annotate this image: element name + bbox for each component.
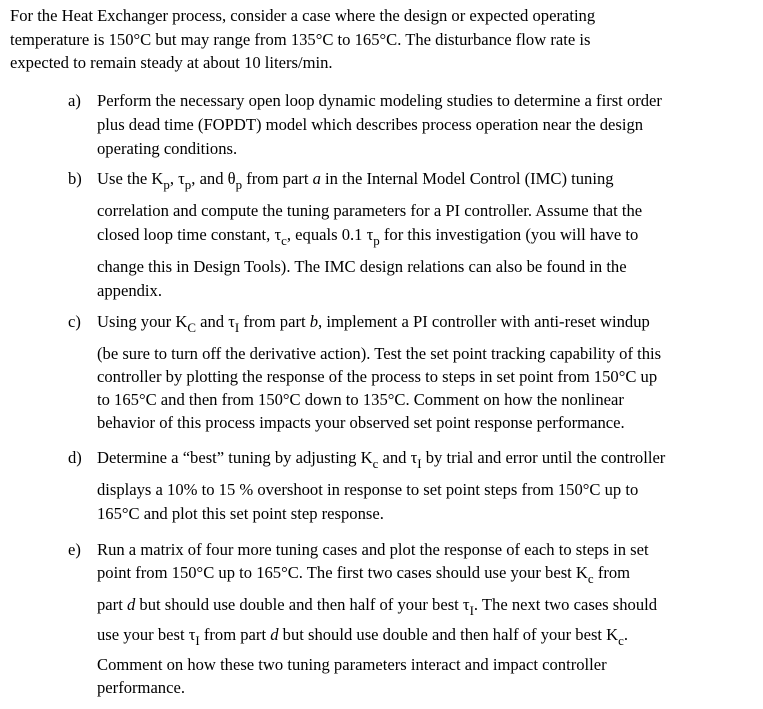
tau-symbol: τ bbox=[462, 595, 470, 614]
item-line bbox=[97, 563, 758, 595]
item-line: to 165°C and then from 150°C down to 135°C. Comment on how the nonlinear bbox=[97, 390, 624, 409]
item-line: behavior of this process impacts your observed set point response performance. bbox=[97, 413, 625, 432]
item-label: d) bbox=[68, 448, 82, 467]
subscript: p bbox=[184, 176, 192, 192]
text: , bbox=[169, 169, 179, 188]
text: in the Internal Model Control (IMC) tuning bbox=[320, 169, 614, 188]
item-line: Perform the necessary open loop dynamic modeling studies to determine a first order bbox=[97, 91, 662, 110]
text: but should use double and then half of your best K bbox=[278, 625, 619, 644]
intro-line: temperature is 150°C but may range from 135°C to 165°C. The disturbance flow rate is bbox=[10, 29, 591, 49]
subscript: c bbox=[281, 232, 287, 248]
item-line: Run a matrix of four more tuning cases and plot the response of each to steps in set bbox=[97, 540, 649, 559]
item-line bbox=[97, 448, 758, 480]
text: , equals 0.1 bbox=[286, 225, 367, 244]
subscript: p bbox=[373, 232, 380, 248]
text: use your best bbox=[97, 625, 189, 644]
subscript: I bbox=[417, 455, 422, 471]
item-line: change this in Design Tools). The IMC design relations can also be found in the bbox=[97, 257, 627, 276]
item-line bbox=[97, 169, 758, 201]
item-d bbox=[68, 448, 758, 528]
text: Using your K bbox=[97, 312, 188, 331]
text: Use the K bbox=[97, 169, 164, 188]
text: closed loop time constant, bbox=[97, 225, 275, 244]
item-c bbox=[68, 312, 758, 436]
tau-symbol: τ bbox=[366, 225, 374, 244]
item-line: displays a 10% to 15 % overshoot in response to set point steps from 150°C up to bbox=[97, 480, 639, 499]
item-line: controller by plotting the response of the process to steps in set point from 150°C up bbox=[97, 367, 658, 386]
item-a bbox=[68, 89, 758, 161]
text: and bbox=[378, 448, 411, 467]
item-line: operating conditions. bbox=[97, 139, 238, 158]
text: from part bbox=[242, 169, 313, 188]
text: , bbox=[191, 169, 200, 188]
text: from bbox=[593, 563, 631, 582]
item-line: appendix. bbox=[97, 281, 162, 300]
subscript: I bbox=[195, 632, 200, 648]
text: but should use double and then half of your best bbox=[135, 595, 463, 614]
text: for this investigation (you will have to bbox=[379, 225, 639, 244]
part-ref: d bbox=[126, 595, 136, 614]
text: . bbox=[623, 625, 629, 644]
text: , implement a PI controller with anti-reset windup bbox=[318, 312, 650, 331]
tau-symbol: τ bbox=[274, 225, 282, 244]
intro-line: For the Heat Exchanger process, consider a case where the design or expected operating bbox=[10, 6, 596, 25]
item-line: performance. bbox=[97, 678, 185, 697]
item-label: a) bbox=[68, 91, 81, 110]
text: from part bbox=[239, 312, 310, 331]
subscript: p bbox=[235, 176, 243, 192]
item-line bbox=[97, 625, 758, 655]
tau-symbol: τ bbox=[178, 169, 185, 188]
intro-line: expected to remain steady at about 10 liters/min. bbox=[10, 53, 333, 72]
text: point from 150°C up to 165°C. The first two cases should use your best K bbox=[97, 563, 588, 582]
item-line bbox=[97, 595, 758, 625]
text: by trial and error until the controller bbox=[421, 448, 666, 467]
tau-symbol: τ bbox=[188, 625, 196, 644]
text: part bbox=[97, 595, 127, 614]
item-line: 165°C and plot this set point step response. bbox=[97, 504, 384, 523]
text: from part bbox=[199, 625, 271, 644]
subscript: c bbox=[618, 632, 624, 648]
subscript: c bbox=[372, 455, 379, 471]
subscript: c bbox=[587, 570, 594, 586]
item-label: b) bbox=[68, 169, 82, 188]
part-ref: a bbox=[312, 169, 321, 188]
text: and bbox=[199, 169, 228, 188]
text: . The next two cases should bbox=[473, 595, 658, 614]
item-label: e) bbox=[68, 540, 81, 559]
tau-symbol: τ bbox=[410, 448, 418, 467]
item-line: plus dead time (FOPDT) model which describes process operation near the design bbox=[97, 115, 644, 134]
subscript: I bbox=[469, 602, 474, 618]
intro-paragraph bbox=[10, 4, 755, 75]
item-line bbox=[97, 312, 758, 344]
item-b bbox=[68, 169, 758, 305]
subscript: C bbox=[187, 319, 196, 335]
part-ref: b bbox=[309, 312, 319, 331]
subscript: I bbox=[234, 319, 240, 335]
item-line: Comment on how these two tuning parameters interact and impact controller bbox=[97, 655, 607, 674]
tau-symbol: τ bbox=[228, 312, 235, 331]
item-line bbox=[97, 225, 758, 257]
item-e bbox=[68, 540, 758, 701]
item-line: (be sure to turn off the derivative action). Test the set point tracking capability of this bbox=[97, 344, 662, 363]
item-line: correlation and compute the tuning parameters for a PI controller. Assume that the bbox=[97, 201, 643, 220]
theta-symbol: θ bbox=[227, 169, 236, 188]
text: and bbox=[195, 312, 229, 331]
item-label: c) bbox=[68, 312, 81, 331]
text: Determine a “best” tuning by adjusting K bbox=[97, 448, 373, 467]
part-ref: d bbox=[270, 625, 279, 644]
subscript: p bbox=[163, 176, 170, 192]
